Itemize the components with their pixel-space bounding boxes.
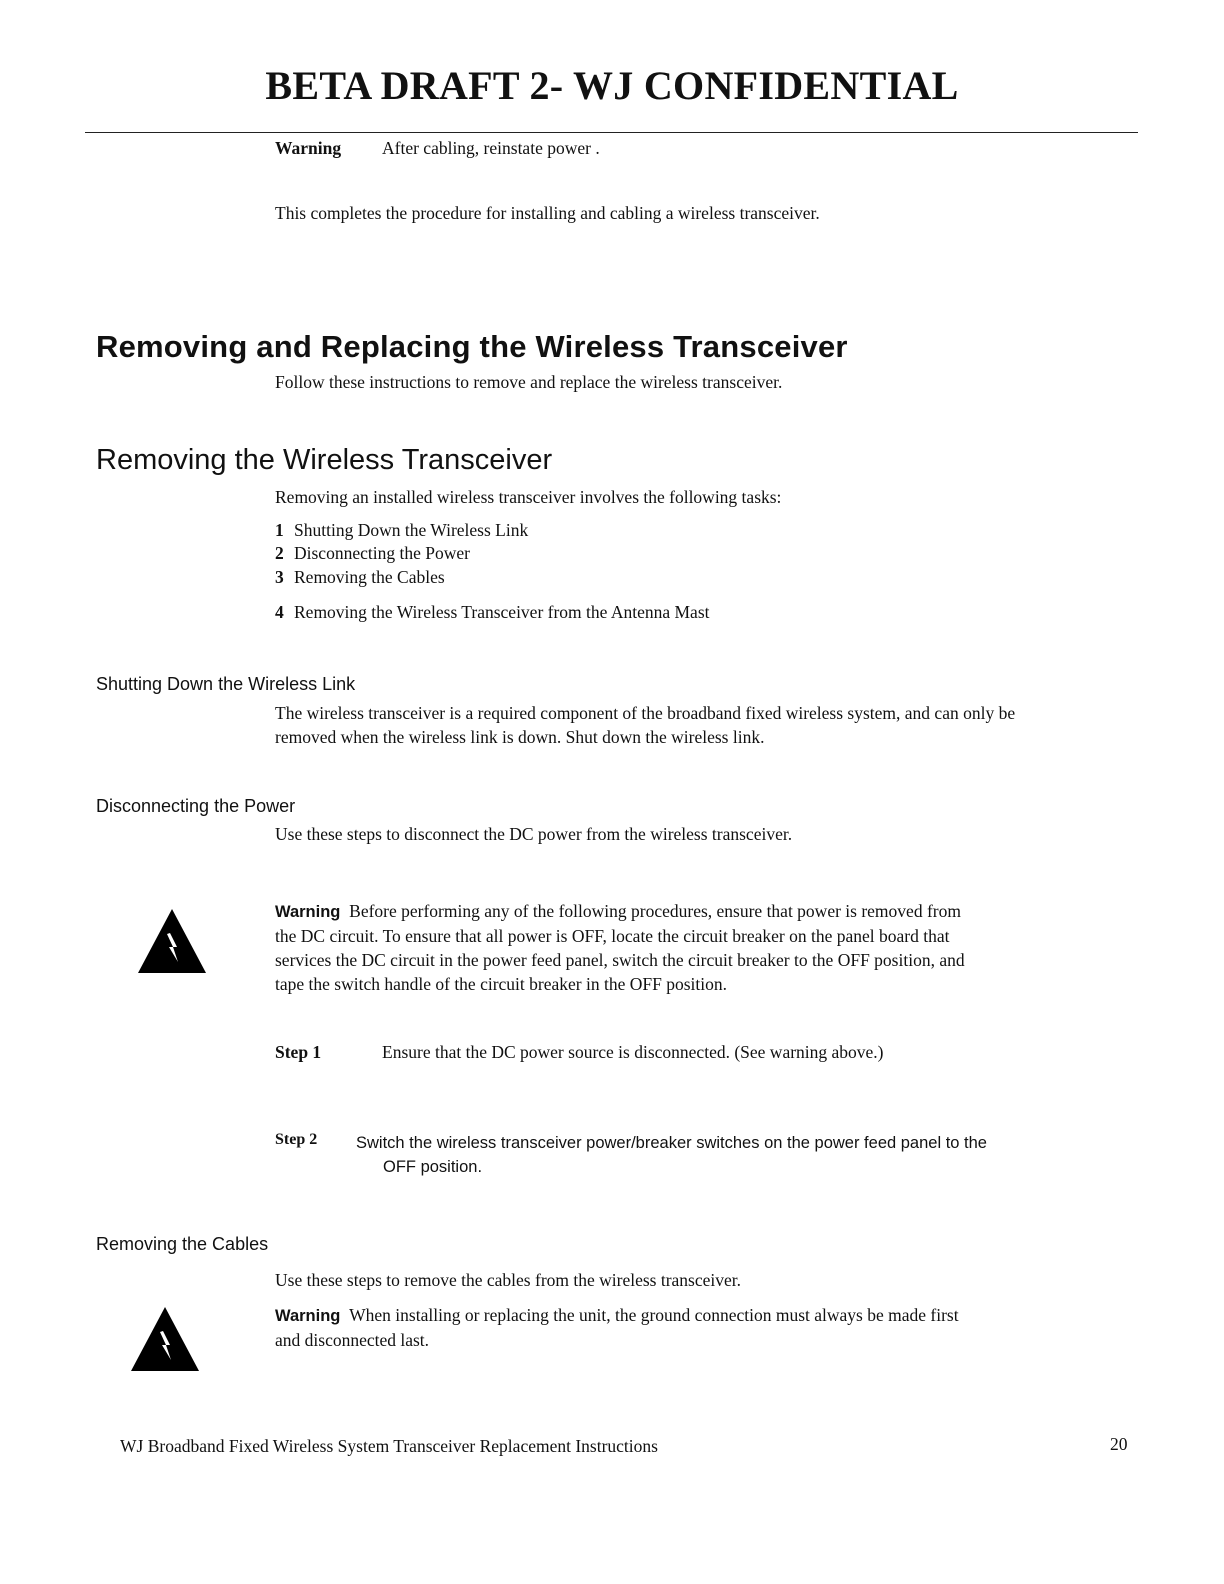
task-label: Shutting Down the Wireless Link (294, 520, 529, 540)
task-number: 3 (275, 567, 284, 587)
disconnect-warning-line: the DC circuit. To ensure that all power is OFF, locate the circuit breaker on the panel board that (275, 926, 950, 946)
task-list-item (275, 519, 528, 543)
step-1-text: Ensure that the DC power source is disconnected. (See warning above.) (382, 1042, 884, 1062)
task-label: Removing the Cables (294, 567, 445, 587)
cables-warning (275, 1303, 1105, 1352)
disconnect-warning-line (275, 899, 1105, 924)
shutdown-line-1: The wireless transceiver is a required component of the broadband fixed wireless system, and can only be (275, 703, 1016, 723)
page-header-title: BETA DRAFT 2- WJ CONFIDENTIAL (265, 63, 959, 108)
task-list-item (275, 542, 470, 566)
shutdown-line-2: removed when the wireless link is down. Shut down the wireless link. (275, 727, 765, 747)
step-2-line-1: Switch the wireless transceiver power/breaker switches on the power feed panel to the (356, 1134, 987, 1152)
cables-warning-label: Warning (275, 1307, 341, 1325)
subsection-title-shutdown: Shutting Down the Wireless Link (96, 674, 356, 694)
disconnect-warning-text: Before performing any of the following procedures, ensure that power is removed from (349, 901, 961, 921)
top-warning-label: Warning (275, 138, 342, 158)
task-number: 1 (275, 520, 284, 540)
section-intro-removing: Removing an installed wireless transceiver involves the following tasks: (275, 487, 782, 507)
task-label: Removing the Wireless Transceiver from the Antenna Mast (294, 602, 710, 622)
disconnect-warning-line: services the DC circuit in the power feed panel, switch the circuit breaker to the OFF position, and (275, 950, 965, 970)
disconnect-intro: Use these steps to disconnect the DC power from the wireless transceiver. (275, 824, 793, 844)
step-2-line-2: OFF position. (383, 1158, 483, 1176)
disconnect-warning-label: Warning (275, 903, 341, 921)
disconnect-warning-line: tape the switch handle of the circuit breaker in the OFF position. (275, 974, 727, 994)
subsection-title-cables: Removing the Cables (96, 1234, 269, 1254)
header-rule (85, 132, 1138, 133)
task-list-item (275, 601, 710, 625)
cables-warning-line: and disconnected last. (275, 1330, 430, 1350)
warning-icon (129, 1305, 201, 1373)
task-number: 2 (275, 543, 284, 563)
step-1-label: Step 1 (275, 1042, 322, 1062)
footer-page-number: 20 (1110, 1434, 1128, 1454)
task-number: 4 (275, 602, 284, 622)
section-title-remove-replace: Removing and Replacing the Wireless Transceiver (96, 329, 848, 364)
top-warning (275, 136, 341, 160)
warning-icon (136, 907, 208, 975)
top-warning-text: After cabling, reinstate power . (382, 138, 600, 158)
section-title-removing: Removing the Wireless Transceiver (96, 444, 553, 476)
cables-warning-text: When installing or replacing the unit, the ground connection must always be made first (349, 1305, 959, 1325)
cables-intro: Use these steps to remove the cables from the wireless transceiver. (275, 1270, 742, 1290)
task-label: Disconnecting the Power (294, 543, 470, 563)
task-list-item (275, 566, 445, 590)
cables-warning-line (275, 1303, 1105, 1328)
section-intro-remove-replace: Follow these instructions to remove and replace the wireless transceiver. (275, 372, 783, 392)
disconnect-warning (275, 899, 1105, 996)
step-2-label: Step 2 (275, 1131, 318, 1148)
completion-text: This completes the procedure for installing and cabling a wireless transceiver. (275, 203, 820, 223)
subsection-title-disconnect: Disconnecting the Power (96, 796, 296, 816)
footer-doc-title: WJ Broadband Fixed Wireless System Transceiver Replacement Instructions (120, 1436, 658, 1456)
